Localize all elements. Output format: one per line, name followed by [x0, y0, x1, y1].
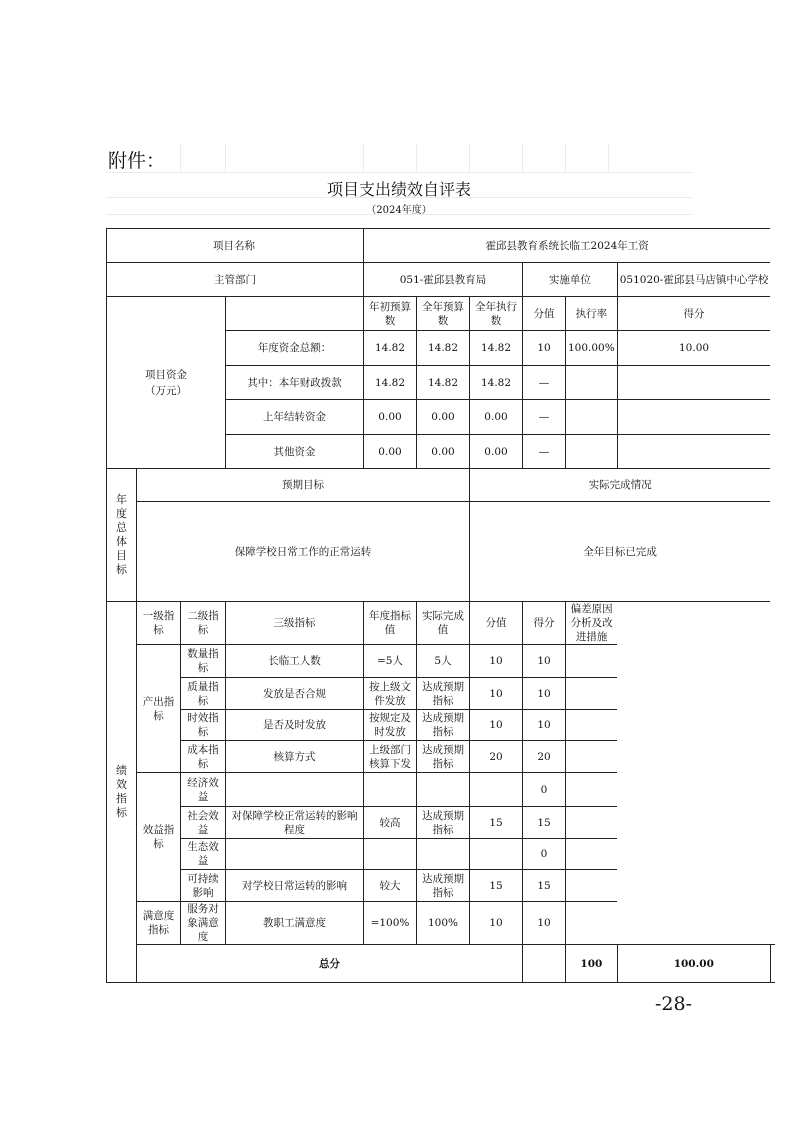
- indicator-target: =5人: [364, 645, 417, 678]
- indicator-target: [364, 773, 417, 807]
- indicator-row: [107, 710, 775, 741]
- indicators-header-row: [107, 602, 775, 645]
- gridline: [469, 144, 470, 172]
- indicator-target: 按规定及时发放: [364, 710, 417, 741]
- indicator-row: [107, 902, 775, 945]
- funds-row-label: 其中：本年财政拨款: [226, 366, 364, 400]
- indicator-weight: 10: [470, 902, 523, 945]
- funds-executed: 14.82: [470, 331, 523, 366]
- funds-score-value: —: [523, 400, 566, 435]
- funds-header: 年初预算数: [364, 297, 417, 331]
- indicator-header: 得分: [523, 602, 566, 645]
- funds-annual: 0.00: [417, 400, 470, 435]
- indicator-score: 10: [523, 678, 566, 710]
- indicator-level3: 对保障学校正常运转的影响程度: [226, 807, 364, 839]
- indicator-target: 按上级文件发放: [364, 678, 417, 710]
- indicator-target: [364, 839, 417, 870]
- gridline: [225, 144, 226, 172]
- indicator-actual: 5人: [417, 645, 470, 678]
- indicator-level2: 可持续影响: [181, 870, 226, 902]
- total-empty: [523, 945, 566, 983]
- indicator-level3: [226, 839, 364, 870]
- indicator-level3: 教职工满意度: [226, 902, 364, 945]
- indicator-header: 偏差原因分析及改进措施: [566, 602, 618, 645]
- gridline: [363, 144, 364, 172]
- indicator-actual: 达成预期指标: [417, 710, 470, 741]
- dept-value: 051-霍邱县教育局: [364, 263, 523, 297]
- total-score: 100.00: [617, 945, 770, 983]
- indicator-deviation: [566, 678, 618, 710]
- indicator-header: 二级指标: [181, 602, 226, 645]
- goals-actual-header: 实际完成情况: [470, 469, 771, 502]
- form-title: 项目支出绩效自评表: [326, 180, 471, 199]
- form-year: （2024年度）: [366, 205, 432, 216]
- funds-annual: 14.82: [417, 331, 470, 366]
- funds-annual: 0.00: [417, 435, 470, 469]
- funds-score: [617, 366, 770, 400]
- funds-executed: 14.82: [470, 366, 523, 400]
- indicator-actual: [417, 773, 470, 807]
- funds-row-label: 年度资金总额：: [226, 331, 364, 366]
- funds-header: 得分: [617, 297, 770, 331]
- indicator-weight: [470, 773, 523, 807]
- indicator-target: 上级部门核算下发: [364, 741, 417, 773]
- indicator-row: [107, 678, 775, 710]
- funds-initial: 14.82: [364, 366, 417, 400]
- indicator-deviation: [566, 741, 618, 773]
- attachment-label: 附件：: [108, 150, 166, 172]
- project-name-row: [107, 229, 775, 263]
- goals-actual: 全年目标已完成: [470, 502, 771, 602]
- total-deviation: [770, 945, 775, 983]
- indicator-level3: 对学校日常运转的影响: [226, 870, 364, 902]
- indicator-level3: [226, 773, 364, 807]
- funds-row-label: 其他资金: [226, 435, 364, 469]
- funds-score-value: —: [523, 366, 566, 400]
- indicator-score: 15: [523, 870, 566, 902]
- funds-score-value: —: [523, 435, 566, 469]
- indicator-deviation: [566, 645, 618, 678]
- indicator-row: [107, 870, 775, 902]
- indicator-actual: 达成预期指标: [417, 678, 470, 710]
- indicator-deviation: [566, 902, 618, 945]
- indicator-target: 较高: [364, 807, 417, 839]
- goals-expected-header: 预期目标: [137, 469, 470, 502]
- evaluation-table: [106, 228, 775, 983]
- funds-score: [617, 435, 770, 469]
- dept-label: 主管部门: [107, 263, 364, 297]
- funds-initial: 0.00: [364, 435, 417, 469]
- project-name-value: 霍邱县教育系统长临工2024年工资: [364, 229, 771, 263]
- indicator-row: [107, 741, 775, 773]
- indicator-level2: 成本指标: [181, 741, 226, 773]
- goals-expected: 保障学校日常工作的正常运转: [137, 502, 470, 602]
- indicator-row: [107, 839, 775, 870]
- funds-initial: 0.00: [364, 400, 417, 435]
- indicator-header: 分值: [470, 602, 523, 645]
- funds-header: 全年预算数: [417, 297, 470, 331]
- funds-score: [617, 400, 770, 435]
- indicator-level3: 是否及时发放: [226, 710, 364, 741]
- impl-label: 实施单位: [523, 263, 618, 297]
- funds-header: 分值: [523, 297, 566, 331]
- indicator-header: 一级指标: [137, 602, 181, 645]
- indicator-deviation: [566, 773, 618, 807]
- indicator-level2: 生态效益: [181, 839, 226, 870]
- indicator-score: 15: [523, 807, 566, 839]
- goals-label: 年 度 总 体 目 标: [107, 469, 137, 602]
- indicator-deviation: [566, 839, 618, 870]
- indicator-actual: 达成预期指标: [417, 870, 470, 902]
- indicator-deviation: [566, 807, 618, 839]
- indicator-header: 年度指标值: [364, 602, 417, 645]
- gridline: [416, 144, 417, 172]
- department-row: [107, 263, 775, 297]
- indicator-target: =100%: [364, 902, 417, 945]
- indicator-level3: 核算方式: [226, 741, 364, 773]
- funds-rate: [566, 435, 618, 469]
- funds-header-row: [107, 297, 775, 331]
- indicator-row: [107, 773, 775, 807]
- indicator-weight: 15: [470, 870, 523, 902]
- indicator-weight: [470, 839, 523, 870]
- total-label: 总分: [137, 945, 523, 983]
- indicator-weight: 10: [470, 645, 523, 678]
- indicator-actual: [417, 839, 470, 870]
- funds-label: 项目资金 （万元）: [107, 297, 226, 469]
- indicator-weight: 15: [470, 807, 523, 839]
- indicator-actual: 达成预期指标: [417, 741, 470, 773]
- indicators-label: 绩 效 指 标: [107, 602, 137, 983]
- indicator-row: [107, 807, 775, 839]
- funds-rate: 100.00%: [566, 331, 618, 366]
- indicator-header: 三级指标: [226, 602, 364, 645]
- funds-initial: 14.82: [364, 331, 417, 366]
- funds-score: 10.00: [617, 331, 770, 366]
- indicator-deviation: [566, 870, 618, 902]
- funds-header: 执行率: [566, 297, 618, 331]
- indicator-row: [107, 645, 775, 678]
- indicator-level2: 经济效益: [181, 773, 226, 807]
- indicator-level2: 质量指标: [181, 678, 226, 710]
- funds-empty-header: [226, 297, 364, 331]
- gridline: [608, 144, 609, 172]
- funds-rate: [566, 400, 618, 435]
- indicator-level1: 满意度指标: [137, 902, 181, 945]
- project-name-label: 项目名称: [107, 229, 364, 263]
- indicator-score: 10: [523, 902, 566, 945]
- goals-header-row: [107, 469, 775, 502]
- gridline: [565, 144, 566, 172]
- gridline: [106, 172, 692, 173]
- indicator-level2: 服务对象满意度: [181, 902, 226, 945]
- total-weight: 100: [566, 945, 618, 983]
- funds-header: 全年执行数: [470, 297, 523, 331]
- indicator-score: 10: [523, 710, 566, 741]
- impl-value: 051020-霍邱县马店镇中心学校: [617, 263, 770, 297]
- indicator-target: 较大: [364, 870, 417, 902]
- funds-executed: 0.00: [470, 400, 523, 435]
- funds-executed: 0.00: [470, 435, 523, 469]
- indicator-level1: 效益指标: [137, 773, 181, 902]
- funds-annual: 14.82: [417, 366, 470, 400]
- indicator-level2: 时效指标: [181, 710, 226, 741]
- indicator-score: 20: [523, 741, 566, 773]
- funds-row-label: 上年结转资金: [226, 400, 364, 435]
- indicator-actual: 达成预期指标: [417, 807, 470, 839]
- indicator-score: 0: [523, 773, 566, 807]
- gridline: [180, 144, 181, 172]
- funds-score-value: 10: [523, 331, 566, 366]
- indicator-weight: 20: [470, 741, 523, 773]
- indicator-score: 0: [523, 839, 566, 870]
- total-row: [107, 945, 775, 983]
- indicator-level3: 长临工人数: [226, 645, 364, 678]
- indicator-deviation: [566, 710, 618, 741]
- indicator-actual: 100%: [417, 902, 470, 945]
- indicator-weight: 10: [470, 710, 523, 741]
- indicator-header: 实际完成值: [417, 602, 470, 645]
- indicator-level2: 数量指标: [181, 645, 226, 678]
- indicator-level1: 产出指标: [137, 645, 181, 773]
- goals-content-row: [107, 502, 775, 602]
- gridline: [522, 144, 523, 172]
- indicator-level2: 社会效益: [181, 807, 226, 839]
- indicator-level3: 发放是否合规: [226, 678, 364, 710]
- page-number: -28-: [654, 993, 692, 1015]
- indicator-weight: 10: [470, 678, 523, 710]
- indicator-score: 10: [523, 645, 566, 678]
- funds-rate: [566, 366, 618, 400]
